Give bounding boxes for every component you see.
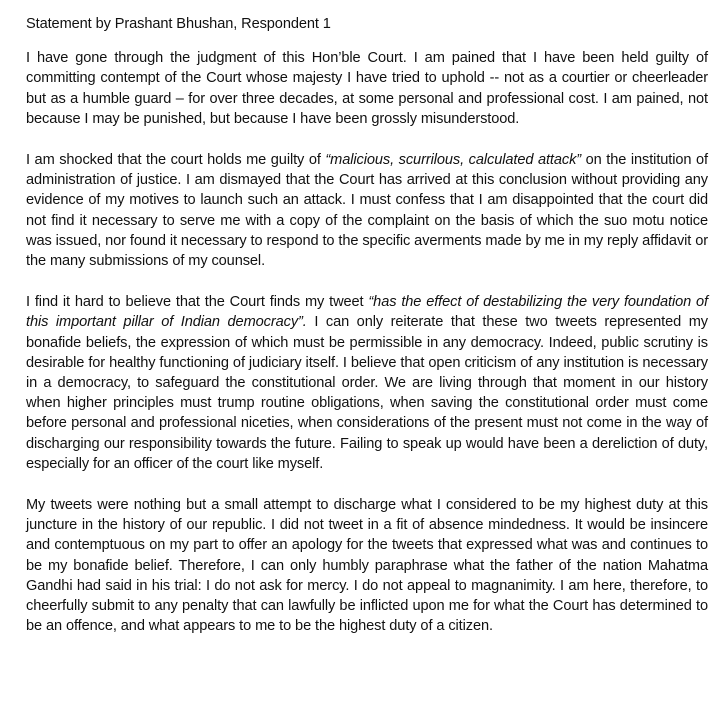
paragraph-1-text: I have gone through the judgment of this Hon’ble Court. I am pained that I have been held guilty of committing contempt of the Court whose majesty I have tried to uphold -- not as a courtier or cheerleader but as a humble guard – for over three decades, at some personal and professional cost. I am pained, not because I may be punished, but because I have been grossly misunderstood. — [26, 50, 708, 127]
paragraph-2 — [26, 150, 708, 271]
paragraph-3 — [26, 292, 708, 474]
paragraph-3-quote: “has the effect of destabilizing the very foundation of this important pillar of Indian democracy”. — [26, 294, 708, 331]
paragraph-1 — [26, 48, 708, 129]
paragraph-2-text-end: on the institution of administration of justice. I am dismayed that the Court has arrived at this conclusion without providing any evidence of my motives to launch such an attack. I must confess that I am disappointed that the court did not find it necessary to serve me with a copy of the complaint on the basis of which the suo motu notice was issued, nor found it necessary to respond to the specific averments made by me in my reply affidavit or the many submissions of my counsel. — [26, 152, 708, 270]
paragraph-4 — [26, 495, 708, 636]
paragraph-2-quote: “malicious, scurrilous, calculated attack” — [325, 152, 582, 169]
paragraph-3-text-end: I can only reiterate that these two tweets represented my bonafide beliefs, the expression of which must be permissible in any democracy. Indeed, public scrutiny is desirable for healthy functioning of judiciary itself. I believe that open criticism of any institution is necessary in a democracy, to safeguard the constitutional order. We are living through that moment in our history when higher principles must trump routine obligations, when saving the constitutional order must come before personal and professional niceties, when considerations of the present must not come in the way of discharging our responsibility towards the future. Failing to speak up would have been a dereliction of duty, especially for an officer of the court like myself. — [26, 314, 708, 472]
paragraph-4-text: My tweets were nothing but a small attempt to discharge what I considered to be my highest duty at this juncture in the history of our republic. I did not tweet in a fit of absence mindedness. It would be insincere and contemptuous on my part to offer an apology for the tweets that expressed what was and continues to be my bonafide belief. Therefore, I can only humbly paraphrase what the father of the nation Mahatma Gandhi had said in his trial: I do not ask for mercy. I do not appeal to magnanimity. I am here, therefore, to cheerfully submit to any penalty that can lawfully be inflicted upon me for what the Court has determined to be an offence, and what appears to me to be the highest duty of a citizen. — [26, 497, 708, 635]
paragraph-2-text-start: I am shocked that the court holds me guilty of — [26, 152, 326, 169]
statement-document — [26, 14, 708, 636]
statement-heading: Statement by Prashant Bhushan, Respondent 1 — [26, 16, 331, 32]
paragraph-3-text-start: I find it hard to believe that the Court finds my tweet — [26, 294, 369, 311]
